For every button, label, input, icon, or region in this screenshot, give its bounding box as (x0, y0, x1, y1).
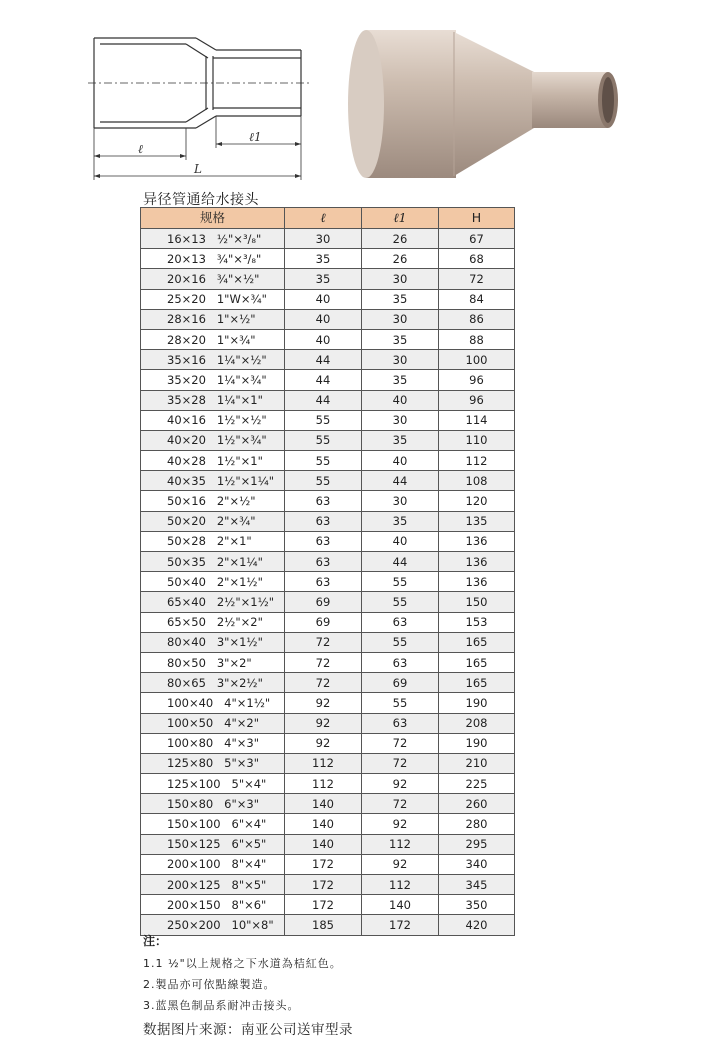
table-row (141, 329, 515, 349)
cell-l: 69 (285, 592, 362, 612)
cell-spec: 100×80 4"×3" (141, 733, 285, 753)
note-line: 2.製品亦可依點線製造。 (143, 978, 276, 991)
cell-l: 140 (285, 814, 362, 834)
note-line: 1.1 ½"以上规格之下水道為桔紅色。 (143, 957, 342, 970)
header-l: ℓ (285, 208, 362, 229)
cell-l: 30 (285, 229, 362, 249)
cell-l1: 69 (362, 673, 439, 693)
cell-spec: 125×80 5"×3" (141, 753, 285, 773)
table-row (141, 249, 515, 269)
cell-h: 225 (439, 774, 515, 794)
cell-spec: 80×65 3"×2½" (141, 673, 285, 693)
cell-l: 112 (285, 753, 362, 773)
cell-l1: 30 (362, 491, 439, 511)
cell-l1: 63 (362, 652, 439, 672)
cell-l1: 112 (362, 875, 439, 895)
cell-h: 96 (439, 390, 515, 410)
table-row (141, 491, 515, 511)
cell-l: 112 (285, 774, 362, 794)
table-row (141, 895, 515, 915)
table-row (141, 370, 515, 390)
cell-h: 136 (439, 552, 515, 572)
cell-h: 210 (439, 753, 515, 773)
cell-h: 96 (439, 370, 515, 390)
cell-l: 63 (285, 531, 362, 551)
cell-h: 112 (439, 451, 515, 471)
cell-l1: 40 (362, 390, 439, 410)
table-row (141, 774, 515, 794)
cell-spec: 40×28 1½"×1" (141, 451, 285, 471)
cell-l: 55 (285, 451, 362, 471)
cell-h: 110 (439, 430, 515, 450)
table-row (141, 390, 515, 410)
cell-spec: 80×50 3"×2" (141, 652, 285, 672)
cell-spec: 200×150 8"×6" (141, 895, 285, 915)
cell-l: 63 (285, 491, 362, 511)
cell-h: 208 (439, 713, 515, 733)
cell-h: 88 (439, 329, 515, 349)
cell-h: 260 (439, 794, 515, 814)
cell-spec: 20×13 ¾"×³/₈" (141, 249, 285, 269)
cell-l: 44 (285, 350, 362, 370)
header-spec: 规格 (141, 208, 285, 229)
table-row (141, 794, 515, 814)
table-row (141, 592, 515, 612)
table-row (141, 552, 515, 572)
cell-h: 190 (439, 733, 515, 753)
header-l1: ℓ1 (362, 208, 439, 229)
cell-h: 280 (439, 814, 515, 834)
table-body (141, 229, 515, 936)
cell-l: 72 (285, 673, 362, 693)
cell-l: 35 (285, 269, 362, 289)
table-row (141, 612, 515, 632)
cell-h: 120 (439, 491, 515, 511)
table-row (141, 733, 515, 753)
dimension-label-l: ℓ (138, 142, 143, 156)
table-row (141, 693, 515, 713)
cell-h: 165 (439, 673, 515, 693)
cell-h: 165 (439, 632, 515, 652)
cell-l1: 35 (362, 370, 439, 390)
cell-l1: 55 (362, 693, 439, 713)
cell-l: 172 (285, 875, 362, 895)
cell-spec: 40×35 1½"×1¼" (141, 471, 285, 491)
cell-l: 40 (285, 289, 362, 309)
cell-spec: 20×16 ¾"×½" (141, 269, 285, 289)
table-row (141, 632, 515, 652)
table-row (141, 471, 515, 491)
cell-l1: 40 (362, 531, 439, 551)
cell-h: 68 (439, 249, 515, 269)
cell-h: 86 (439, 309, 515, 329)
cell-l1: 72 (362, 794, 439, 814)
cell-h: 165 (439, 652, 515, 672)
cell-l: 44 (285, 370, 362, 390)
cell-l1: 63 (362, 713, 439, 733)
cell-l: 55 (285, 430, 362, 450)
cell-l: 172 (285, 895, 362, 915)
cell-h: 135 (439, 511, 515, 531)
cell-h: 114 (439, 410, 515, 430)
cell-l: 55 (285, 471, 362, 491)
table-row (141, 410, 515, 430)
table-row (141, 430, 515, 450)
cell-spec: 150×125 6"×5" (141, 834, 285, 854)
table-row (141, 652, 515, 672)
cell-spec: 200×125 8"×5" (141, 875, 285, 895)
cell-h: 108 (439, 471, 515, 491)
reducer-product-photo (346, 8, 636, 186)
cell-l1: 63 (362, 612, 439, 632)
cell-spec: 40×20 1½"×¾" (141, 430, 285, 450)
table-row (141, 713, 515, 733)
cell-l: 92 (285, 693, 362, 713)
cell-spec: 100×40 4"×1½" (141, 693, 285, 713)
cell-l1: 55 (362, 572, 439, 592)
cell-h: 345 (439, 875, 515, 895)
cell-l: 72 (285, 632, 362, 652)
table-row (141, 814, 515, 834)
cell-spec: 50×35 2"×1¼" (141, 552, 285, 572)
cell-l1: 35 (362, 430, 439, 450)
notes-title: 注： (143, 934, 168, 948)
reducer-technical-drawing (86, 20, 318, 185)
cell-h: 136 (439, 572, 515, 592)
cell-l1: 55 (362, 632, 439, 652)
table-row (141, 854, 515, 874)
cell-l1: 44 (362, 552, 439, 572)
cell-spec: 250×200 10"×8" (141, 915, 285, 935)
cell-l1: 92 (362, 814, 439, 834)
cell-l1: 172 (362, 915, 439, 935)
cell-spec: 28×20 1"×¾" (141, 329, 285, 349)
cell-h: 295 (439, 834, 515, 854)
cell-spec: 80×40 3"×1½" (141, 632, 285, 652)
cell-l1: 55 (362, 592, 439, 612)
cell-l1: 26 (362, 249, 439, 269)
cell-l1: 92 (362, 854, 439, 874)
table-row (141, 451, 515, 471)
cell-l: 69 (285, 612, 362, 632)
cell-l1: 30 (362, 269, 439, 289)
note-line: 3.蓝黑色制品系耐冲击接头。 (143, 999, 300, 1012)
cell-l1: 92 (362, 774, 439, 794)
cell-l1: 26 (362, 229, 439, 249)
table-row (141, 269, 515, 289)
cell-l1: 30 (362, 410, 439, 430)
cell-l: 92 (285, 713, 362, 733)
table-row (141, 229, 515, 249)
cell-l: 140 (285, 794, 362, 814)
cell-spec: 35×16 1¼"×½" (141, 350, 285, 370)
cell-l: 55 (285, 410, 362, 430)
table-header-row (141, 208, 515, 229)
cell-l: 63 (285, 552, 362, 572)
cell-spec: 35×28 1¼"×1" (141, 390, 285, 410)
table-row (141, 673, 515, 693)
cell-h: 84 (439, 289, 515, 309)
table-caption: 异径管通给水接头 (143, 192, 259, 208)
cell-spec: 100×50 4"×2" (141, 713, 285, 733)
cell-spec: 16×13 ½"×³/₈" (141, 229, 285, 249)
cell-l1: 44 (362, 471, 439, 491)
cell-h: 100 (439, 350, 515, 370)
cell-l1: 30 (362, 309, 439, 329)
cell-l: 63 (285, 572, 362, 592)
table-row (141, 875, 515, 895)
cell-h: 340 (439, 854, 515, 874)
cell-l1: 72 (362, 753, 439, 773)
cell-l: 44 (285, 390, 362, 410)
notes-section (143, 932, 353, 1038)
cell-l1: 40 (362, 451, 439, 471)
cell-l: 40 (285, 329, 362, 349)
specification-table (140, 207, 515, 936)
cell-spec: 50×40 2"×1½" (141, 572, 285, 592)
cell-h: 420 (439, 915, 515, 935)
cell-h: 136 (439, 531, 515, 551)
cell-l1: 140 (362, 895, 439, 915)
cell-l: 63 (285, 511, 362, 531)
cell-spec: 40×16 1½"×½" (141, 410, 285, 430)
table-row (141, 289, 515, 309)
cell-spec: 35×20 1¼"×¾" (141, 370, 285, 390)
dimension-label-L: L (194, 162, 202, 176)
cell-h: 150 (439, 592, 515, 612)
cell-l: 92 (285, 733, 362, 753)
table-row (141, 753, 515, 773)
cell-l1: 112 (362, 834, 439, 854)
cell-spec: 65×40 2½"×1½" (141, 592, 285, 612)
cell-spec: 200×100 8"×4" (141, 854, 285, 874)
table-row (141, 572, 515, 592)
cell-h: 190 (439, 693, 515, 713)
cell-l: 40 (285, 309, 362, 329)
cell-h: 153 (439, 612, 515, 632)
dimension-label-l1: ℓ1 (249, 130, 262, 144)
cell-spec: 50×20 2"×¾" (141, 511, 285, 531)
header-h: H (439, 208, 515, 229)
cell-spec: 25×20 1"W×¾" (141, 289, 285, 309)
table-row (141, 834, 515, 854)
cell-spec: 50×28 2"×1" (141, 531, 285, 551)
table-row (141, 350, 515, 370)
cell-spec: 50×16 2"×½" (141, 491, 285, 511)
cell-l: 72 (285, 652, 362, 672)
cell-l1: 35 (362, 329, 439, 349)
cell-l: 185 (285, 915, 362, 935)
cell-l: 35 (285, 249, 362, 269)
data-source-note: 数据图片来源：南亚公司送审型录 (143, 1022, 353, 1038)
cell-l1: 30 (362, 350, 439, 370)
cell-spec: 150×100 6"×4" (141, 814, 285, 834)
cell-l: 140 (285, 834, 362, 854)
table-row (141, 511, 515, 531)
cell-l1: 35 (362, 511, 439, 531)
cell-l: 172 (285, 854, 362, 874)
cell-h: 350 (439, 895, 515, 915)
cell-h: 67 (439, 229, 515, 249)
cell-spec: 125×100 5"×4" (141, 774, 285, 794)
cell-l1: 72 (362, 733, 439, 753)
cell-spec: 150×80 6"×3" (141, 794, 285, 814)
cell-spec: 28×16 1"×½" (141, 309, 285, 329)
cell-l1: 35 (362, 289, 439, 309)
cell-spec: 65×50 2½"×2" (141, 612, 285, 632)
cell-h: 72 (439, 269, 515, 289)
table-row (141, 309, 515, 329)
table-row (141, 531, 515, 551)
